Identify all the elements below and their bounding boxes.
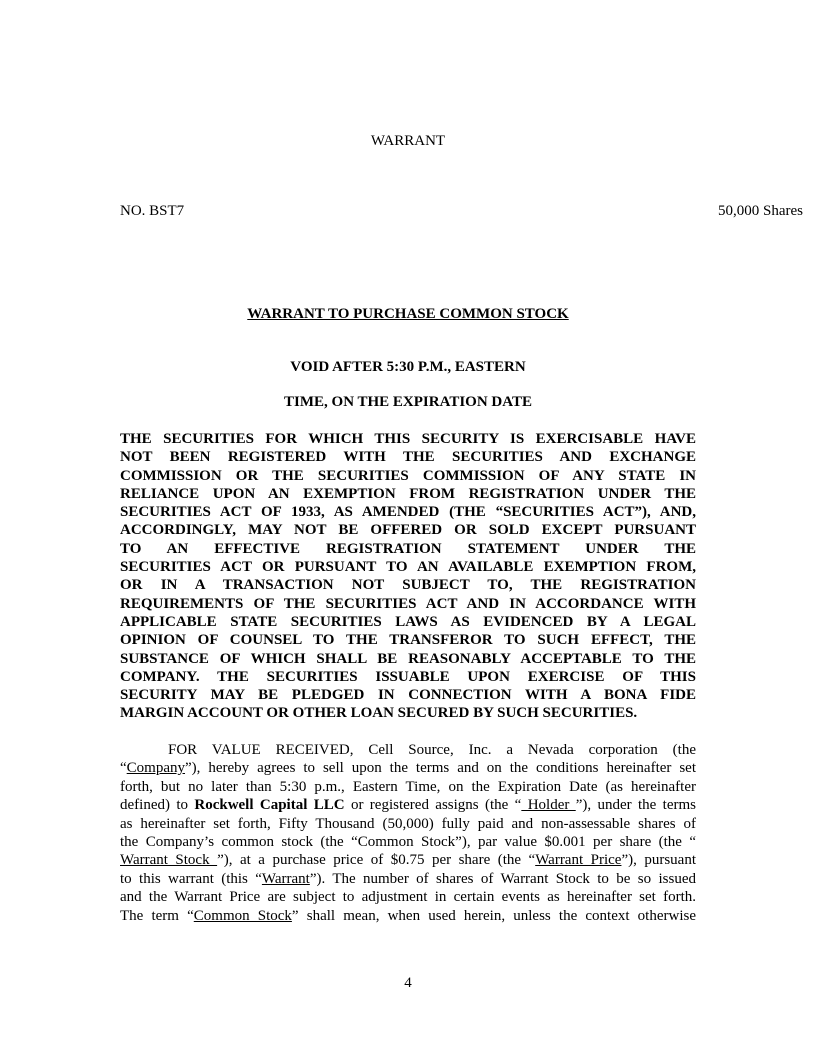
legend-line: SECURITIES ACT OF 1933, AS AMENDED (THE “SECURITIES ACT”), AND, <box>120 504 696 521</box>
legend-line: APPLICABLE STATE SECURITIES LAWS AS EVIDENCED BY A LEGAL <box>120 613 696 630</box>
body-line: as hereinafter set forth, Fifty Thousand (50,000) fully paid and non-assessable shares of <box>120 815 696 832</box>
legend-line: TO AN EFFECTIVE REGISTRATION STATEMENT UNDER THE <box>120 540 696 557</box>
body-line <box>120 796 696 814</box>
holder-name: Rockwell Capital LLC <box>194 797 345 814</box>
legend-line: ACCORDINGLY, MAY NOT BE OFFERED OR SOLD EXCEPT PURSUANT <box>120 522 696 539</box>
legend-line: NOT BEEN REGISTERED WITH THE SECURITIES AND EXCHANGE <box>120 449 696 466</box>
body-line <box>120 907 696 925</box>
legend-line: COMPANY. THE SECURITIES ISSUABLE UPON EXERCISE OF THIS <box>120 668 696 685</box>
page-number: 4 <box>404 975 412 991</box>
legend-line: OR IN A TRANSACTION NOT SUBJECT TO, THE REGISTRATION <box>120 577 696 594</box>
defined-term-company: Company <box>126 760 186 777</box>
body-text: or registered assigns (the “ <box>344 797 522 814</box>
legend-line: REQUIREMENTS OF THE SECURITIES ACT AND IN ACCORDANCE WITH <box>120 595 696 612</box>
body-paragraph <box>120 741 696 925</box>
legend-line: COMMISSION OR THE SECURITIES COMMISSION OF ANY STATE IN <box>120 467 696 484</box>
body-line: and the Warrant Price are subject to adjustment in certain events as hereinafter set forth. <box>120 889 696 906</box>
body-line: FOR VALUE RECEIVED, Cell Source, Inc. a Nevada corporation (the <box>168 742 696 758</box>
securities-legend <box>120 430 696 723</box>
body-text: The term “ <box>120 907 194 924</box>
main-heading: WARRANT TO PURCHASE COMMON STOCK <box>247 306 569 322</box>
legend-line: SECURITY MAY BE PLEDGED IN CONNECTION WITH A BONA FIDE <box>120 687 696 704</box>
body-text: ”), hereby agrees to sell upon the terms and on the conditions hereinafter set <box>185 760 696 777</box>
defined-term-common-stock: Common Stock <box>193 907 292 924</box>
defined-term-warrant-stock: Warrant Stock <box>120 852 218 869</box>
shares-count: 50,000 Shares <box>718 203 803 219</box>
body-text: ”), under the terms <box>575 797 696 814</box>
body-text: “ <box>120 760 127 777</box>
document-title: WARRANT <box>370 133 446 149</box>
legend-line: MARGIN ACCOUNT OR OTHER LOAN SECURED BY SUCH SECURITIES. <box>120 705 638 722</box>
body-text: ” shall mean, when used herein, unless the context otherwise <box>291 907 696 924</box>
body-line <box>120 851 696 869</box>
legend-line: SECURITIES ACT OR PURSUANT TO AN AVAILABLE EXEMPTION FROM, <box>120 559 696 576</box>
body-line <box>120 759 696 777</box>
body-line: forth, but no later than 5:30 p.m., Eastern Time, on the Expiration Date (as hereinafter <box>120 778 696 795</box>
legend-line: RELIANCE UPON AN EXEMPTION FROM REGISTRATION UNDER THE <box>120 485 696 502</box>
legend-line: SUBSTANCE OF WHICH SHALL BE REASONABLY ACCEPTABLE TO THE <box>120 650 696 667</box>
void-notice-line-2: TIME, ON THE EXPIRATION DATE <box>284 394 532 410</box>
defined-term-warrant: Warrant <box>261 870 310 887</box>
legend-line: THE SECURITIES FOR WHICH THIS SECURITY IS EXERCISABLE HAVE <box>120 431 696 447</box>
defined-term-holder: Holder <box>521 797 576 814</box>
body-text: defined) to <box>120 797 195 814</box>
body-text: ”), at a purchase price of $0.75 per share (the “ <box>217 852 536 869</box>
void-notice-line-1: VOID AFTER 5:30 P.M., EASTERN <box>290 359 526 375</box>
warrant-number: NO. BST7 <box>120 203 185 219</box>
defined-term-warrant-price: Warrant Price <box>535 852 622 869</box>
body-text: to this warrant (this “ <box>120 870 262 887</box>
body-text: ”). The number of shares of Warrant Stock to be so issued <box>309 870 696 887</box>
legend-line: OPINION OF COUNSEL TO THE TRANSFEROR TO SUCH EFFECT, THE <box>120 632 696 649</box>
body-line: the Company’s common stock (the “Common Stock”), par value $0.001 per share (the “ <box>120 834 696 851</box>
body-text: ”), pursuant <box>621 852 697 869</box>
body-line <box>120 870 696 888</box>
